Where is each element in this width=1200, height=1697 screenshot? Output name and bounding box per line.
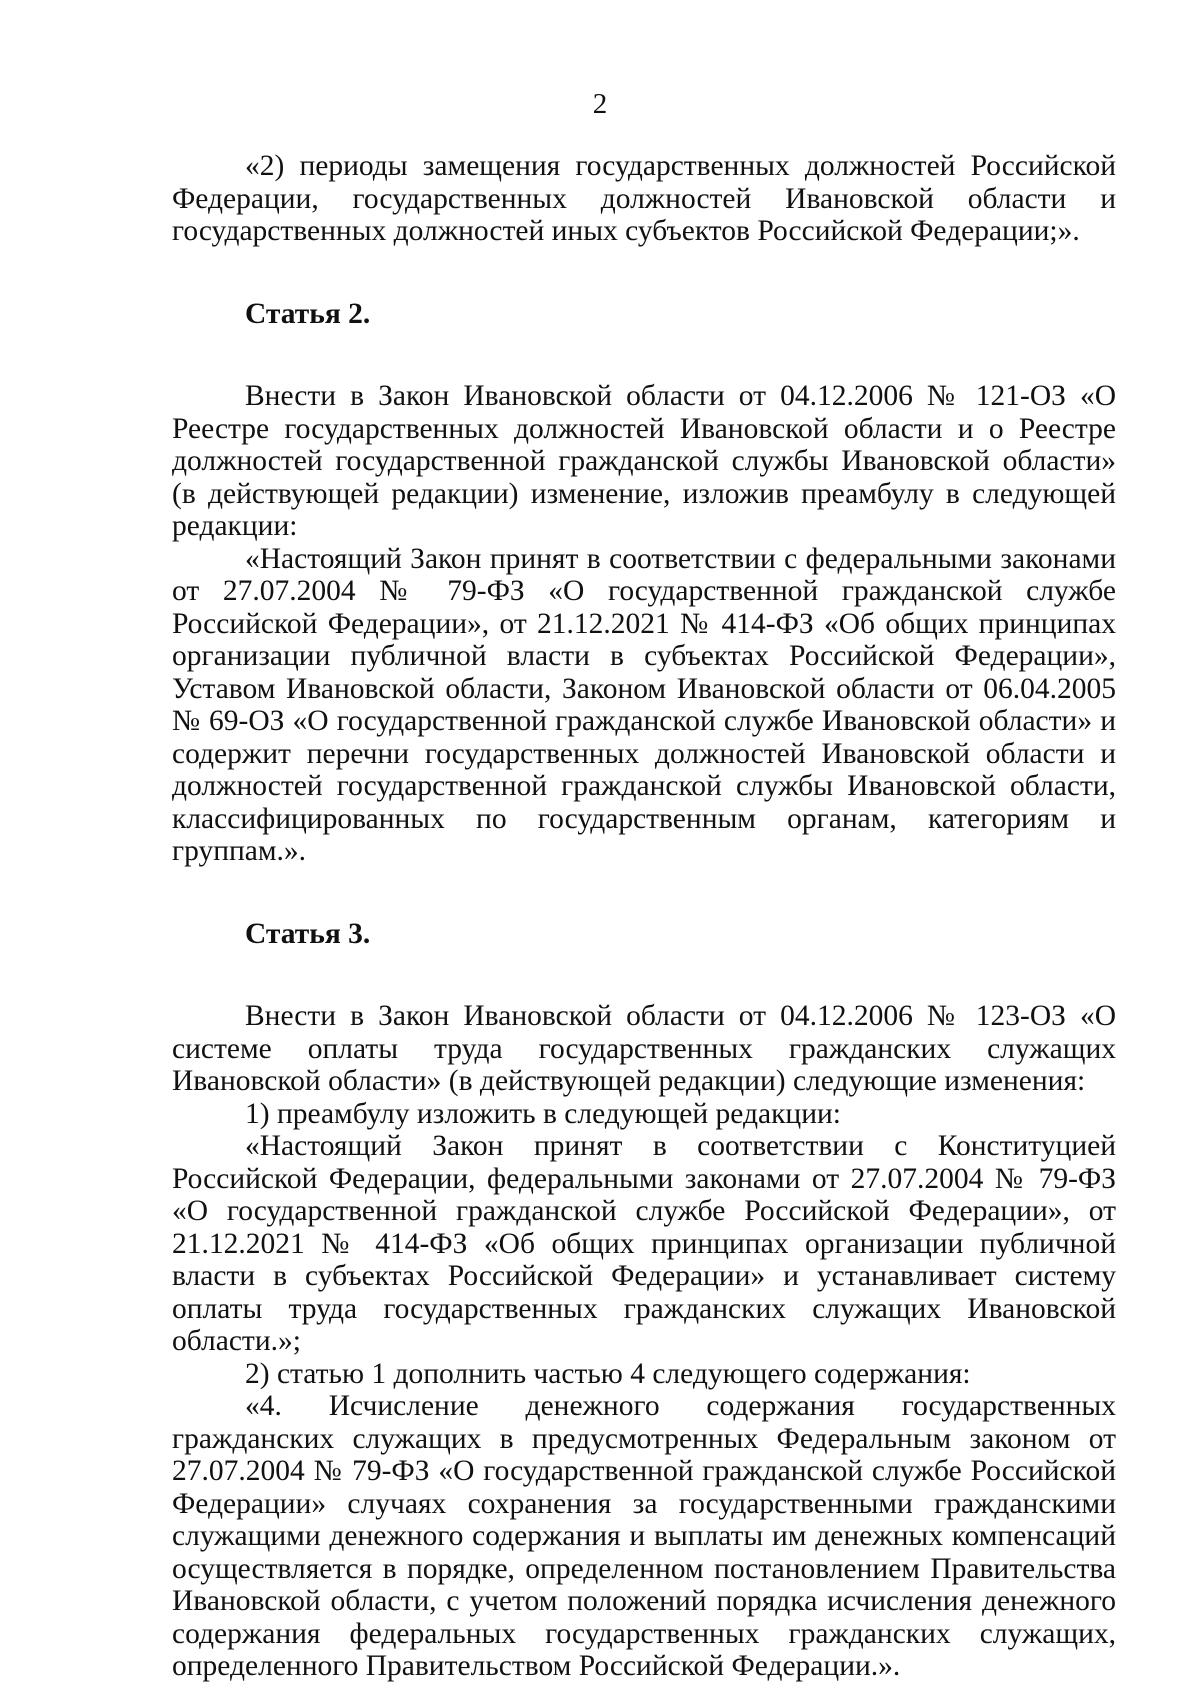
article2-paragraph-1: Внести в Закон Ивановской области от 04.12.2006 № 121-ОЗ «О Реестре государственных должностей Ивановской области и о Реестре должностей государственной гражданской службы Ивановской области» (в действующей редакции) изменение, изложив преамбулу в следующей редакции: bbox=[172, 380, 1116, 542]
article3-paragraph-3: «Настоящий Закон принят в соответствии с Конституцией Российской Федерации, федеральными законами от 27.07.2004 № 79-ФЗ «О государственной гражданской службе Российской Федерации», от 21.12.2021 № 414-ФЗ «Об общих принципах организации публичной власти в субъектах Российской Федерации» и устанавливает систему оплаты труда государственных гражданских служащих Ивановской области.»; bbox=[172, 1130, 1116, 1357]
article3-paragraph-5: «4. Исчисление денежного содержания государственных гражданских служащих в предусмотренных Федеральным законом от 27.07.2004 № 79-ФЗ «О государственной гражданской службе Российской Федерации» случаях сохранения за государственными гражданскими служащими денежного содержания и выплаты им денежных компенсаций осуществляется в порядке, определенном постановлением Правительства Ивановской области, с учетом положений порядка исчисления денежного содержания федеральных государственных гражданских служащих, определенного Правительством Российской Федерации.». bbox=[172, 1390, 1116, 1682]
article3-paragraph-1: Внести в Закон Ивановской области от 04.12.2006 № 123-ОЗ «О системе оплаты труда государственных гражданских служащих Ивановской области» (в действующей редакции) следующие изменения: bbox=[172, 1000, 1116, 1097]
document-body bbox=[172, 150, 1116, 1683]
article2-paragraph-2: «Настоящий Закон принят в соответствии с федеральными законами от 27.07.2004 № 79-ФЗ «О государственной гражданской службе Российской Федерации», от 21.12.2021 № 414-ФЗ «Об общих принципах организации публичной власти в субъектах Российской Федерации», Уставом Ивановской области, Законом Ивановской области от 06.04.2005 № 69-ОЗ «О государственной гражданской службе Ивановской области» и содержит перечни государственных должностей Ивановской области и должностей государственной гражданской службы Ивановской области, классифицированных по государственным органам, категориям и группам.». bbox=[172, 542, 1116, 867]
page-number: 2 bbox=[592, 88, 608, 120]
article3-paragraph-2: 1) преамбулу изложить в следующей редакции: bbox=[245, 1097, 841, 1130]
article3-paragraph-4: 2) статью 1 дополнить частью 4 следующего содержания: bbox=[245, 1357, 971, 1390]
article3-heading: Статья 3. bbox=[245, 917, 371, 950]
article2-heading: Статья 2. bbox=[245, 297, 371, 330]
article1-tail-paragraph: «2) периоды замещения государственных должностей Российской Федерации, государственных должностей Ивановской области и государственных должностей иных субъектов Российской Федерации;». bbox=[172, 150, 1116, 247]
